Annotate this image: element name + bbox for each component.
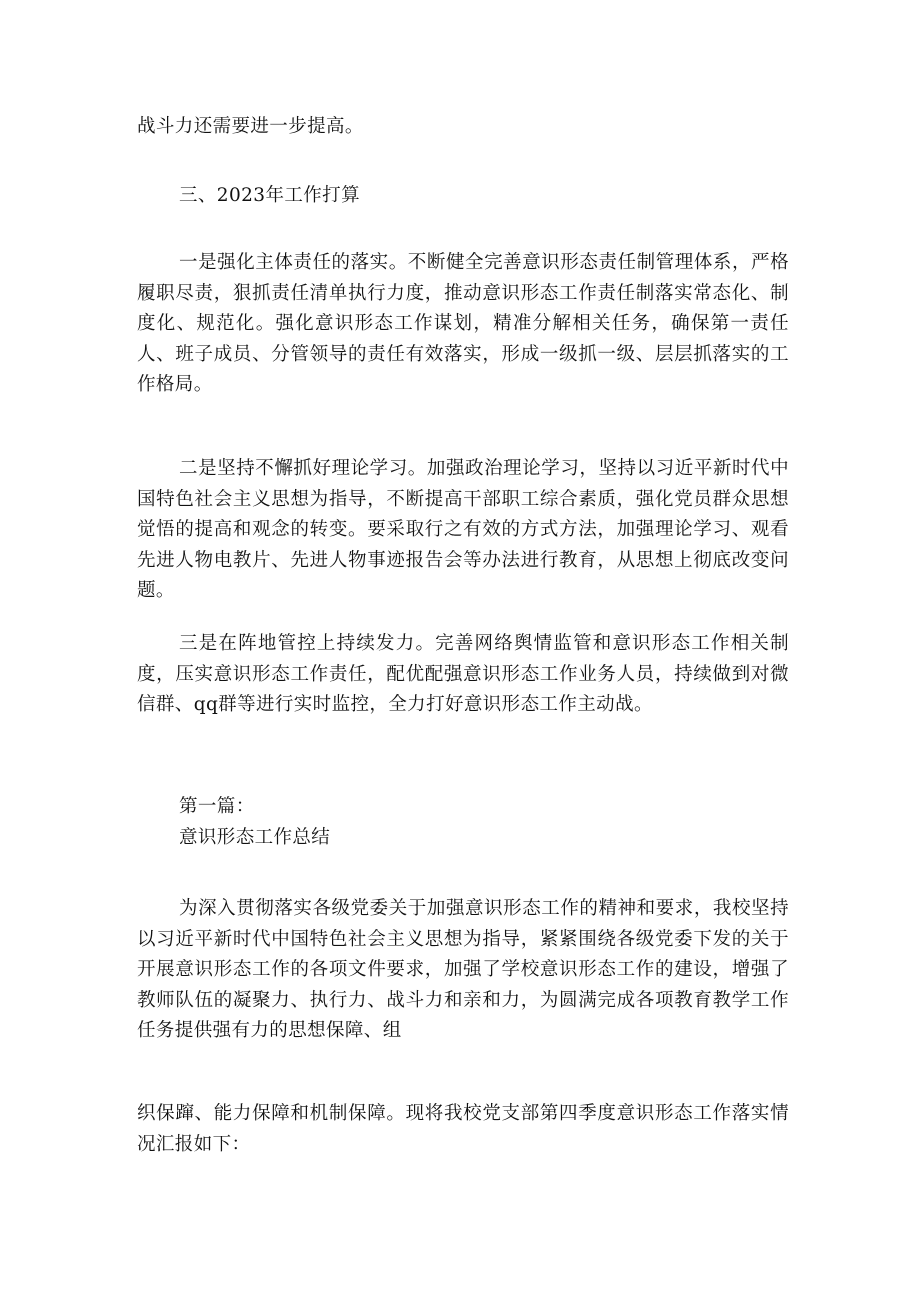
- paragraph-responsibility: 一是强化主体责任的落实。不断健全完善意识形态责任制管理体系，严格履职尽责，狠抓责任清单执行力度，推动意识形态工作责任制落实常态化、制度化、规范化。强化意识形态工作谋划，精准分解相关任务，确保第一责任人、班子成员、分管领导的责任有效落实，形成一级抓一级、层层抓落实的工作格局。: [137, 252, 789, 395]
- article-label: 第一篇：: [179, 796, 255, 817]
- paragraph-theory-study: 二是坚持不懈抓好理论学习。加强政治理论学习，坚持以习近平新时代中国特色社会主义思想为指导，不断提高干部职工综合素质，强化党员群众思想觉悟的提高和观念的转变。要采取行之有效的方式方法，加强理论学习、观看先进人物电教片、先进人物事迹报告会等办法进行教育，从思想上彻底改变问题。: [137, 458, 789, 601]
- article-title: 意识形态工作总结: [179, 827, 331, 848]
- paragraph-introduction: 为深入贯彻落实各级党委关于加强意识形态工作的精神和要求，我校坚持以习近平新时代中国特色社会主义思想为指导，紧紧围绕各级党委下发的关于开展意识形态工作的各项文件要求，加强了学校意识形态工作的建设，增强了教师队伍的凝聚力、执行力、战斗力和亲和力，为圆满完成各项教育教学工作任务提供强有力的思想保障、组: [137, 898, 789, 1041]
- paragraph-position-control: 三是在阵地管控上持续发力。完善网络舆情监管和意识形态工作相关制度，压实意识形态工作责任，配优配强意识形态工作业务人员，持续做到对微信群、qq群等进行实时监控，全力打好意识形态工作主动战。: [137, 633, 789, 715]
- paragraph-continuation: 战斗力还需要进一步提高。: [137, 116, 364, 137]
- paragraph-introduction-continued: 织保蹿、能力保障和机制保障。现将我校党支部第四季度意识形态工作落实情况汇报如下：: [137, 1103, 789, 1155]
- section-heading: 三、2023年工作打算: [179, 185, 360, 206]
